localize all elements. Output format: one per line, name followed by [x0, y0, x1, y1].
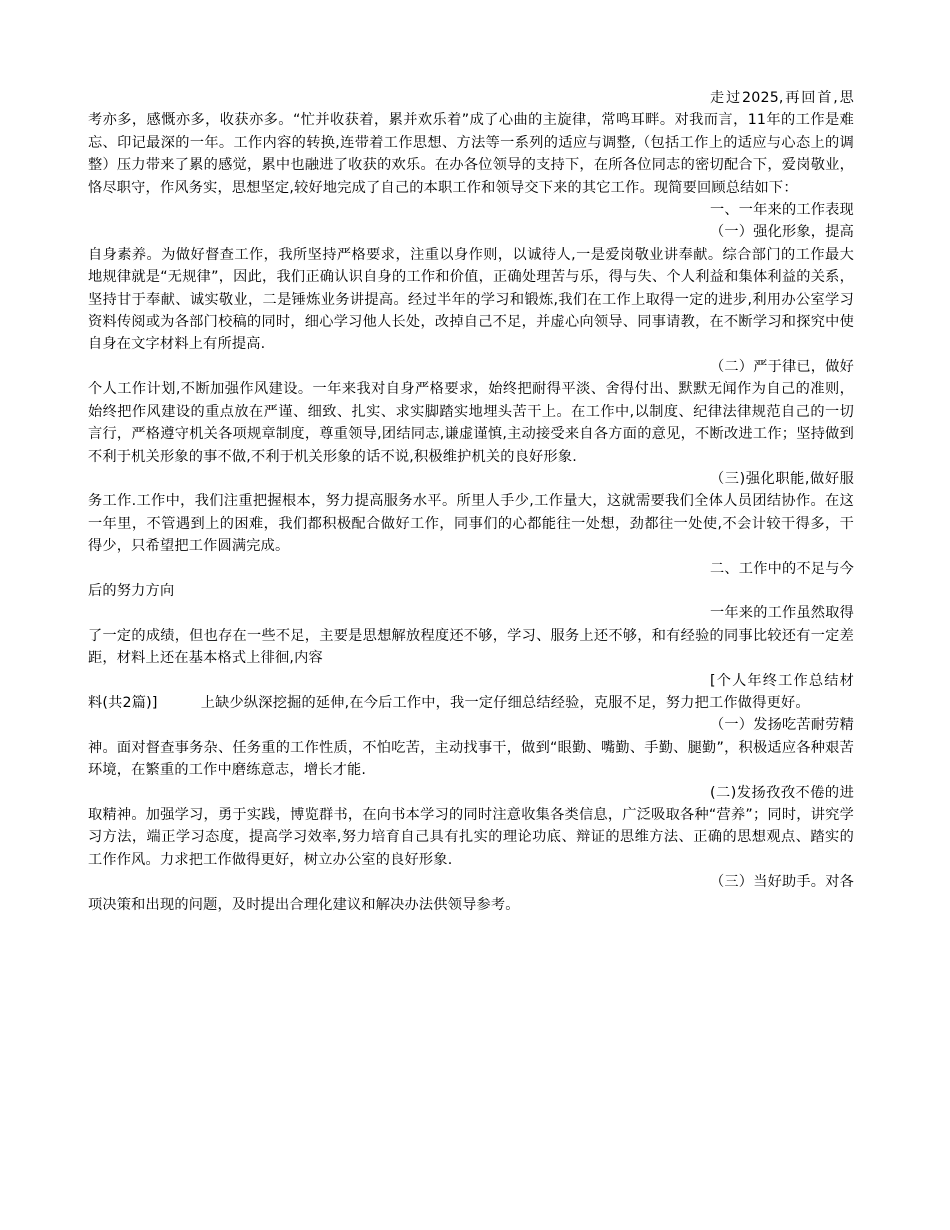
paragraph-1-1: （一）强化形象，提高自身素养。为做好督查工作，我所坚持严格要求，注重以身作则，以诚待人,一是爱岗敬业讲奉献。综合部门的工作最大地规律就是“无规律”，因此，我们正确认识自身的工作和价值，正确处理苦与乐，得与失、个人利益和集体利益的关系，坚持甘于奉献、诚实敬业，二是锤炼业务讲提高。经过半年的学习和锻炼,我们在工作上取得一定的进步,利用办公室学习资料传阅或为各部门校稿的同时，细心学习他人长处，改掉自己不足，并虚心向领导、同事请教，在不断学习和探究中使自身在文字材料上有所提高. — [88, 224, 854, 353]
heading-section-1: 一、一年来的工作表现 — [710, 202, 854, 219]
paragraph-2-1: （一）发扬吃苦耐劳精神。面对督查事务杂、任务重的工作性质，不怕吃苦，主动找事干，做到“眼勤、嘴勤、手勤、腿勤”，积极适应各种艰苦环境，在繁重的工作中磨练意志，增长才能. — [88, 717, 854, 779]
document-body — [88, 87, 854, 916]
heading-section-2: 二、工作中的不足与今后的努力方向 — [88, 560, 854, 599]
paragraph-2-continued: [个人年终工作总结材料(共2篇)] 上缺少纵深挖掘的延伸,在今后工作中，我一定仔细总结经验，克服不足，努力把工作做得更好。 — [88, 672, 854, 711]
paragraph-intro: 走过2025,再回首,思考亦多，感慨亦多，收获亦多。“忙并收获着，累并欢乐着”成了心曲的主旋律，常鸣耳畔。对我而言，11年的工作是难忘、印记最深的一年。工作内容的转换,连带着工作思想、方法等一系列的适应与调整,（包括工作上的适应与心态上的调整）压力带来了累的感觉，累中也融进了收获的欢乐。在办各位领导的支持下，在所各位同志的密切配合下，爱岗敬业，恪尽职守，作风务实，思想坚定,较好地完成了自己的本职工作和领导交下来的其它工作。现简要回顾总结如下： — [88, 90, 854, 196]
paragraph-1-3: （三)强化职能,做好服务工作.工作中，我们注重把握根本，努力提高服务水平。所里人手少,工作量大，这就需要我们全体人员团结协作。在这一年里，不管遇到上的困难，我们都积极配合做好工作，同事们的心都能往一处想，劲都往一处使,不会计较干得多，干得少，只希望把工作圆满完成。 — [88, 470, 854, 555]
paragraph-2-intro: 一年来的工作虽然取得了一定的成绩，但也存在一些不足，主要是思想解放程度还不够，学习、服务上还不够，和有经验的同事比较还有一定差距，材料上还在基本格式上徘徊,内容 — [88, 605, 854, 667]
paragraph-2-2: (二)发扬孜孜不倦的进取精神。加强学习，勇于实践，博览群书，在向书本学习的同时注意收集各类信息，广泛吸取各种“营养”；同时，讲究学习方法，端正学习态度，提高学习效率,努力培育自己具有扎实的理论功底、辩证的思维方法、正确的思想观点、踏实的工作作风。力求把工作做得更好，树立办公室的良好形象. — [88, 784, 854, 868]
paragraph-2-3: （三）当好助手。对各项决策和出现的问题，及时提出合理化建议和解决办法供领导参考。 — [88, 874, 854, 913]
paragraph-1-2: （二）严于律已，做好个人工作计划,不断加强作风建设。一年来我对自身严格要求，始终把耐得平淡、舍得付出、默默无闻作为自己的准则，始终把作风建设的重点放在严谨、细致、扎实、求实脚踏实地埋头苦干上。在工作中,以制度、纪律法律规范自己的一切言行，严格遵守机关各项规章制度，尊重领导,团结同志,谦虚谨慎,主动接受来自各方面的意见，不断改进工作；坚持做到不利于机关形象的事不做,不利于机关形象的话不说,积极维护机关的良好形象. — [88, 358, 854, 465]
